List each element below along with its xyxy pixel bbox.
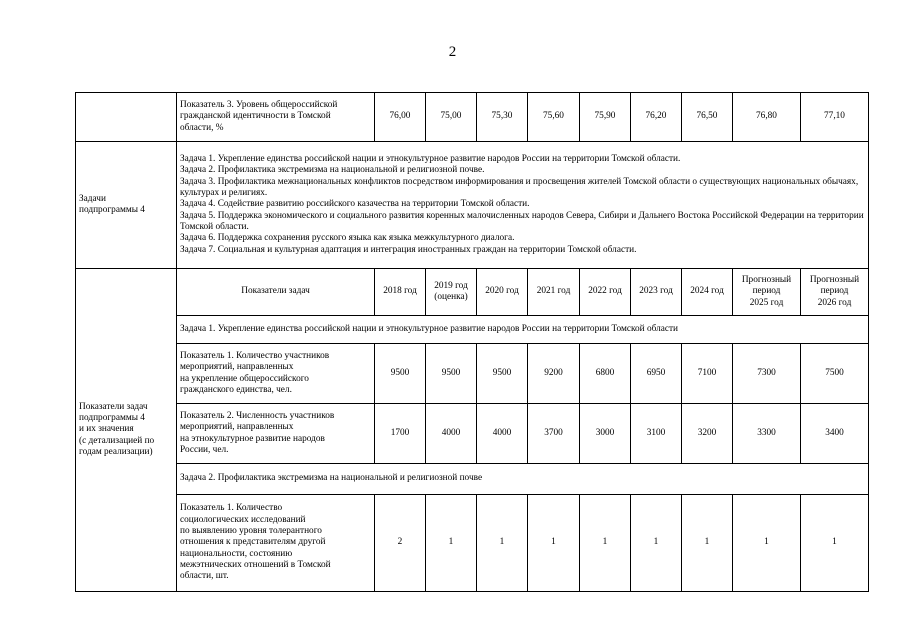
value-cell: 3400 [801,404,869,464]
value-cell: 75,60 [528,93,580,142]
indicator3-label: Показатель 3. Уровень общероссийской гражданской идентичности в Томской области, % [177,93,375,142]
value-cell: 76,50 [682,93,733,142]
tasks-list [177,142,869,269]
value-cell: 1 [580,495,631,592]
value-cell: 1 [426,495,477,592]
value-cell: 3000 [580,404,631,464]
table-row [76,495,869,592]
task-item: Задача 1. Укрепление единства российской нации и этнокультурное развитие народов России на территории Томской области. [180,154,681,165]
header-year: 2018 год [375,269,426,316]
task1-title-row [76,316,869,344]
header-year: 2020 год [477,269,528,316]
tasks-label: Задачи подпрограммы 4 [76,142,177,269]
value-cell: 3100 [631,404,682,464]
task2-title-row [76,464,869,495]
value-cell: 75,00 [426,93,477,142]
value-cell: 7300 [733,344,801,404]
indicators-label: Показатели задач подпрограммы 4 и их значения (с детализацией по годам реализации) [76,269,177,592]
task-item: Задача 7. Социальная и культурная адаптация и интеграция иностранных граждан на территории Томской области. [180,244,637,255]
header-title: Показатели задач [177,269,375,316]
task-item: Задача 6. Поддержка сохранения русского языка как языка межкультурного диалога. [180,233,515,244]
value-cell: 75,30 [477,93,528,142]
indicator-label: Показатель 2. Численность участников мероприятий, направленных на этнокультурное развитие народов России, чел. [177,404,375,464]
value-cell: 9500 [426,344,477,404]
indicator-label: Показатель 1. Количество участников мероприятий, направленных на укрепление общероссийского гражданского единства, чел. [177,344,375,404]
value-cell: 6800 [580,344,631,404]
value-cell: 3700 [528,404,580,464]
value-cell: 4000 [426,404,477,464]
table-row [76,404,869,464]
value-cell: 76,20 [631,93,682,142]
task-item: Задача 2. Профилактика экстремизма на национальной и религиозной почве. [180,165,485,176]
task1-title: Задача 1. Укрепление единства российской нации и этнокультурное развитие народов России на территории Томской области [177,316,869,344]
value-cell: 2 [375,495,426,592]
indicator-label: Показатель 1. Количество социологических исследований по выявлению уровня толерантного отношения к представителям другой национальности, состоянию межэтнических отношений в Томской области, шт. [177,495,375,592]
value-cell: 6950 [631,344,682,404]
empty-cell [76,93,177,142]
header-year: 2021 год [528,269,580,316]
header-year: 2024 год [682,269,733,316]
value-cell: 76,00 [375,93,426,142]
indicator3-row [76,93,869,142]
header-year: 2023 год [631,269,682,316]
page-number: 2 [448,44,457,60]
indicators-header-row [76,269,869,316]
value-cell: 77,10 [801,93,869,142]
value-cell: 1 [631,495,682,592]
value-cell: 76,80 [733,93,801,142]
value-cell: 3200 [682,404,733,464]
header-year: 2022 год [580,269,631,316]
value-cell: 9200 [528,344,580,404]
value-cell: 7100 [682,344,733,404]
tasks-row [76,142,869,269]
value-cell: 4000 [477,404,528,464]
value-cell: 9500 [375,344,426,404]
header-year: 2019 год (оценка) [426,269,477,316]
task-item: Задача 5. Поддержка экономического и социального развития коренных малочисленных народов Севера, Сибири и Дальнего Востока Российской Федерации на территории Томской области. [180,210,864,232]
value-cell: 1 [733,495,801,592]
value-cell: 7500 [801,344,869,404]
value-cell: 1700 [375,404,426,464]
subprogram-table [75,92,869,592]
header-year: Прогнозный период 2026 год [801,269,869,316]
value-cell: 3300 [733,404,801,464]
task2-title: Задача 2. Профилактика экстремизма на национальной и религиозной почве [177,464,869,495]
value-cell: 1 [477,495,528,592]
task-item: Задача 3. Профилактика межнациональных конфликтов посредством информирования и просвещения жителей Томской области о существующих национальных обычаях, культурах и религиях. [180,176,859,198]
header-year: Прогнозный период 2025 год [733,269,801,316]
task-item: Задача 4. Содействие развитию российского казачества на территории Томской области. [180,199,530,210]
value-cell: 9500 [477,344,528,404]
value-cell: 1 [801,495,869,592]
value-cell: 75,90 [580,93,631,142]
value-cell: 1 [682,495,733,592]
value-cell: 1 [528,495,580,592]
table-row [76,344,869,404]
